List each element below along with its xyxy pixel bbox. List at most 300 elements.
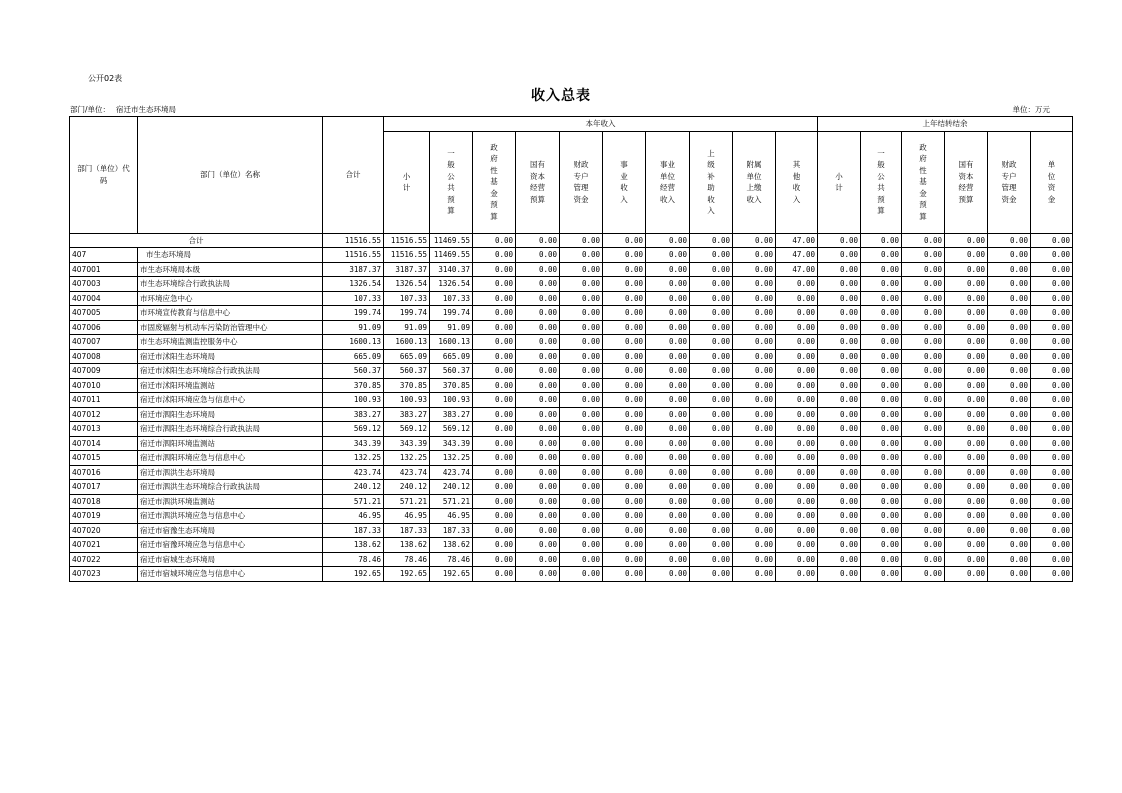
dept-code-cell: 407018 <box>70 494 138 509</box>
value-cell: 0.00 <box>988 335 1031 350</box>
dept-code-cell: 407020 <box>70 523 138 538</box>
value-cell: 0.00 <box>945 378 988 393</box>
dept-code-cell: 407015 <box>70 451 138 466</box>
value-cell: 0.00 <box>1031 422 1073 437</box>
value-cell: 0.00 <box>902 567 945 582</box>
value-cell: 569.12 <box>384 422 430 437</box>
value-cell: 0.00 <box>1031 349 1073 364</box>
value-cell: 0.00 <box>560 451 603 466</box>
value-cell: 0.00 <box>818 407 861 422</box>
table-row <box>70 465 1073 480</box>
value-cell: 0.00 <box>733 393 776 408</box>
value-cell: 0.00 <box>516 494 560 509</box>
value-cell: 370.85 <box>430 378 473 393</box>
value-cell: 0.00 <box>902 378 945 393</box>
value-cell: 0.00 <box>473 364 516 379</box>
dept-name-cell: 市固废辐射与机动车污染防治管理中心 <box>138 320 323 335</box>
value-cell: 571.21 <box>430 494 473 509</box>
value-cell: 0.00 <box>902 320 945 335</box>
dept-name-cell: 市生态环境综合行政执法局 <box>138 277 323 292</box>
value-cell: 0.00 <box>945 364 988 379</box>
header-label: 国有资本经营预算 <box>958 160 974 204</box>
value-cell: 132.25 <box>323 451 384 466</box>
value-cell: 0.00 <box>646 509 690 524</box>
value-cell: 0.00 <box>733 364 776 379</box>
dept-name-cell: 市生态环境监测监控服务中心 <box>138 335 323 350</box>
header-prior-col-3 <box>945 131 988 233</box>
header-cur-col-8 <box>733 131 776 233</box>
value-cell: 0.00 <box>945 393 988 408</box>
value-cell: 0.00 <box>818 306 861 321</box>
value-cell: 0.00 <box>690 509 733 524</box>
header-prior-col-2 <box>902 131 945 233</box>
value-cell: 0.00 <box>560 494 603 509</box>
value-cell: 46.95 <box>430 509 473 524</box>
value-cell: 0.00 <box>733 538 776 553</box>
value-cell: 0.00 <box>988 552 1031 567</box>
value-cell: 0.00 <box>516 335 560 350</box>
value-cell: 0.00 <box>818 436 861 451</box>
dept-code-cell: 407004 <box>70 291 138 306</box>
value-cell: 560.37 <box>384 364 430 379</box>
value-cell: 46.95 <box>323 509 384 524</box>
value-cell: 0.00 <box>776 378 818 393</box>
value-cell: 0.00 <box>516 349 560 364</box>
page-title: 收入总表 <box>531 88 591 104</box>
value-cell: 0.00 <box>603 480 646 495</box>
header-cur-col-1 <box>430 131 473 233</box>
header-current-year: 本年收入 <box>384 117 818 132</box>
header-label: 财政专户管理资金 <box>573 160 589 204</box>
value-cell: 0.00 <box>690 248 733 263</box>
value-cell: 0.00 <box>646 552 690 567</box>
value-cell: 0.00 <box>473 451 516 466</box>
value-cell: 0.00 <box>776 494 818 509</box>
value-cell: 11516.55 <box>323 248 384 263</box>
value-cell: 0.00 <box>473 494 516 509</box>
value-cell: 0.00 <box>1031 393 1073 408</box>
value-cell: 0.00 <box>733 523 776 538</box>
table-row <box>70 349 1073 364</box>
value-cell: 0.00 <box>516 552 560 567</box>
value-cell: 383.27 <box>323 407 384 422</box>
value-cell: 0.00 <box>560 552 603 567</box>
value-cell: 0.00 <box>603 349 646 364</box>
value-cell: 0.00 <box>988 509 1031 524</box>
value-cell: 0.00 <box>988 378 1031 393</box>
dept-name-cell: 宿迁市泗阳环境应急与信息中心 <box>138 451 323 466</box>
total-value-cell: 0.00 <box>690 233 733 248</box>
value-cell: 0.00 <box>473 538 516 553</box>
value-cell: 571.21 <box>384 494 430 509</box>
value-cell: 560.37 <box>430 364 473 379</box>
value-cell: 0.00 <box>1031 509 1073 524</box>
table-row <box>70 248 1073 263</box>
value-cell: 0.00 <box>733 349 776 364</box>
table-row <box>70 335 1073 350</box>
value-cell: 0.00 <box>945 509 988 524</box>
header-label: 财政专户管理资金 <box>1001 160 1017 204</box>
dept-name-cell: 宿迁市泗阳生态环境局 <box>138 407 323 422</box>
value-cell: 107.33 <box>430 291 473 306</box>
value-cell: 0.00 <box>603 364 646 379</box>
value-cell: 0.00 <box>733 407 776 422</box>
value-cell: 0.00 <box>733 262 776 277</box>
department-name: 宿迁市生态环境局 <box>116 105 177 114</box>
value-cell: 423.74 <box>430 465 473 480</box>
value-cell: 0.00 <box>776 277 818 292</box>
value-cell: 0.00 <box>473 480 516 495</box>
value-cell: 0.00 <box>1031 465 1073 480</box>
value-cell: 0.00 <box>818 364 861 379</box>
value-cell: 370.85 <box>323 378 384 393</box>
dept-name-cell: 市环境宣传教育与信息中心 <box>138 306 323 321</box>
value-cell: 240.12 <box>430 480 473 495</box>
value-cell: 0.00 <box>646 422 690 437</box>
value-cell: 0.00 <box>560 422 603 437</box>
value-cell: 0.00 <box>945 538 988 553</box>
value-cell: 0.00 <box>818 567 861 582</box>
value-cell: 0.00 <box>690 422 733 437</box>
value-cell: 0.00 <box>902 407 945 422</box>
dept-name-cell: 宿迁市宿城生态环境局 <box>138 552 323 567</box>
value-cell: 0.00 <box>516 523 560 538</box>
value-cell: 0.00 <box>560 335 603 350</box>
dept-code-cell: 407 <box>70 248 138 263</box>
value-cell: 0.00 <box>473 523 516 538</box>
value-cell: 0.00 <box>473 465 516 480</box>
value-cell: 1600.13 <box>323 335 384 350</box>
value-cell: 199.74 <box>323 306 384 321</box>
value-cell: 0.00 <box>988 538 1031 553</box>
value-cell: 0.00 <box>473 378 516 393</box>
value-cell: 0.00 <box>945 494 988 509</box>
value-cell: 0.00 <box>902 480 945 495</box>
value-cell: 0.00 <box>945 422 988 437</box>
value-cell: 0.00 <box>646 320 690 335</box>
value-cell: 187.33 <box>323 523 384 538</box>
dept-code-cell: 407008 <box>70 349 138 364</box>
value-cell: 0.00 <box>516 480 560 495</box>
dept-code-cell: 407013 <box>70 422 138 437</box>
value-cell: 0.00 <box>861 451 902 466</box>
value-cell: 47.00 <box>776 262 818 277</box>
value-cell: 0.00 <box>560 509 603 524</box>
value-cell: 0.00 <box>776 552 818 567</box>
dept-code-cell: 407010 <box>70 378 138 393</box>
value-cell: 0.00 <box>690 451 733 466</box>
value-cell: 0.00 <box>733 335 776 350</box>
value-cell: 78.46 <box>323 552 384 567</box>
value-cell: 0.00 <box>1031 523 1073 538</box>
header-total: 合计 <box>323 117 384 234</box>
value-cell: 0.00 <box>516 320 560 335</box>
table-row <box>70 494 1073 509</box>
table-row <box>70 364 1073 379</box>
value-cell: 0.00 <box>690 277 733 292</box>
value-cell: 0.00 <box>776 480 818 495</box>
value-cell: 0.00 <box>988 306 1031 321</box>
value-cell: 0.00 <box>861 291 902 306</box>
value-cell: 0.00 <box>603 291 646 306</box>
department-label: 部门/单位： <box>70 105 111 114</box>
value-cell: 0.00 <box>776 465 818 480</box>
value-cell: 0.00 <box>1031 291 1073 306</box>
value-cell: 0.00 <box>473 262 516 277</box>
value-cell: 192.65 <box>430 567 473 582</box>
value-cell: 665.09 <box>430 349 473 364</box>
value-cell: 560.37 <box>323 364 384 379</box>
value-cell: 0.00 <box>945 552 988 567</box>
value-cell: 0.00 <box>945 451 988 466</box>
table-row <box>70 407 1073 422</box>
value-cell: 0.00 <box>1031 335 1073 350</box>
value-cell: 0.00 <box>603 465 646 480</box>
header-cur-col-3 <box>516 131 560 233</box>
header-label: 政府性基金预算 <box>490 142 498 221</box>
value-cell: 11516.55 <box>384 248 430 263</box>
dept-code-cell: 407011 <box>70 393 138 408</box>
value-cell: 0.00 <box>473 436 516 451</box>
value-cell: 0.00 <box>902 306 945 321</box>
value-cell: 91.09 <box>384 320 430 335</box>
value-cell: 0.00 <box>516 436 560 451</box>
value-cell: 0.00 <box>733 248 776 263</box>
value-cell: 0.00 <box>603 422 646 437</box>
value-cell: 0.00 <box>945 349 988 364</box>
header-cur-col-9 <box>776 131 818 233</box>
value-cell: 0.00 <box>988 364 1031 379</box>
value-cell: 0.00 <box>988 393 1031 408</box>
value-cell: 0.00 <box>516 407 560 422</box>
dept-code-cell: 407006 <box>70 320 138 335</box>
value-cell: 0.00 <box>733 422 776 437</box>
dept-name-cell: 宿迁市沭阳生态环境局 <box>138 349 323 364</box>
value-cell: 0.00 <box>1031 494 1073 509</box>
header-cur-col-5 <box>603 131 646 233</box>
value-cell: 132.25 <box>384 451 430 466</box>
value-cell: 0.00 <box>988 422 1031 437</box>
total-row-label: 合计 <box>70 233 323 248</box>
value-cell: 0.00 <box>516 538 560 553</box>
table-row <box>70 509 1073 524</box>
value-cell: 0.00 <box>560 364 603 379</box>
value-cell: 0.00 <box>818 451 861 466</box>
total-value-cell: 0.00 <box>945 233 988 248</box>
header-label: 上级补助收入 <box>707 148 715 215</box>
value-cell: 46.95 <box>384 509 430 524</box>
value-cell: 0.00 <box>473 393 516 408</box>
value-cell: 0.00 <box>902 262 945 277</box>
header-label: 政府性基金预算 <box>919 142 927 221</box>
value-cell: 0.00 <box>818 349 861 364</box>
value-cell: 0.00 <box>988 407 1031 422</box>
value-cell: 0.00 <box>861 538 902 553</box>
value-cell: 0.00 <box>560 277 603 292</box>
value-cell: 0.00 <box>988 567 1031 582</box>
value-cell: 0.00 <box>690 306 733 321</box>
value-cell: 343.39 <box>384 436 430 451</box>
value-cell: 0.00 <box>690 552 733 567</box>
value-cell: 0.00 <box>988 494 1031 509</box>
value-cell: 0.00 <box>690 378 733 393</box>
value-cell: 0.00 <box>776 451 818 466</box>
dept-code-cell: 407023 <box>70 567 138 582</box>
value-cell: 0.00 <box>516 291 560 306</box>
value-cell: 0.00 <box>603 248 646 263</box>
value-cell: 0.00 <box>646 480 690 495</box>
value-cell: 0.00 <box>861 523 902 538</box>
value-cell: 0.00 <box>902 248 945 263</box>
value-cell: 0.00 <box>1031 480 1073 495</box>
value-cell: 0.00 <box>646 451 690 466</box>
value-cell: 0.00 <box>603 393 646 408</box>
value-cell: 0.00 <box>560 291 603 306</box>
header-label: 其他收入 <box>792 160 801 204</box>
value-cell: 0.00 <box>988 436 1031 451</box>
header-code: 部门（单位）代码 <box>70 117 138 234</box>
value-cell: 0.00 <box>945 277 988 292</box>
value-cell: 138.62 <box>384 538 430 553</box>
value-cell: 569.12 <box>323 422 384 437</box>
header-prior-col-0 <box>818 131 861 233</box>
header-prior-col-1 <box>861 131 902 233</box>
value-cell: 0.00 <box>861 277 902 292</box>
value-cell: 0.00 <box>646 407 690 422</box>
value-cell: 0.00 <box>818 480 861 495</box>
total-value-cell: 0.00 <box>818 233 861 248</box>
value-cell: 0.00 <box>733 436 776 451</box>
value-cell: 0.00 <box>861 364 902 379</box>
total-row <box>70 233 1073 248</box>
value-cell: 0.00 <box>690 291 733 306</box>
total-value-cell: 11516.55 <box>323 233 384 248</box>
header-label: 小计 <box>402 171 411 192</box>
dept-code-cell: 407016 <box>70 465 138 480</box>
value-cell: 0.00 <box>473 335 516 350</box>
value-cell: 0.00 <box>560 567 603 582</box>
total-value-cell: 47.00 <box>776 233 818 248</box>
value-cell: 0.00 <box>560 480 603 495</box>
value-cell: 0.00 <box>776 422 818 437</box>
value-cell: 0.00 <box>733 378 776 393</box>
dept-code-cell: 407021 <box>70 538 138 553</box>
value-cell: 0.00 <box>1031 436 1073 451</box>
dept-name-cell: 宿迁市宿豫环境应急与信息中心 <box>138 538 323 553</box>
value-cell: 0.00 <box>861 306 902 321</box>
value-cell: 0.00 <box>902 422 945 437</box>
value-cell: 3187.37 <box>323 262 384 277</box>
dept-code-cell: 407005 <box>70 306 138 321</box>
table-row <box>70 480 1073 495</box>
value-cell: 0.00 <box>945 407 988 422</box>
value-cell: 0.00 <box>560 320 603 335</box>
value-cell: 0.00 <box>560 378 603 393</box>
value-cell: 0.00 <box>516 364 560 379</box>
value-cell: 0.00 <box>646 291 690 306</box>
value-cell: 0.00 <box>690 523 733 538</box>
value-cell: 0.00 <box>1031 407 1073 422</box>
value-cell: 11469.55 <box>430 248 473 263</box>
value-cell: 0.00 <box>473 306 516 321</box>
value-cell: 0.00 <box>1031 306 1073 321</box>
value-cell: 0.00 <box>733 465 776 480</box>
value-cell: 0.00 <box>560 538 603 553</box>
value-cell: 0.00 <box>690 465 733 480</box>
value-cell: 0.00 <box>988 262 1031 277</box>
value-cell: 0.00 <box>902 509 945 524</box>
value-cell: 0.00 <box>818 494 861 509</box>
value-cell: 0.00 <box>945 306 988 321</box>
value-cell: 0.00 <box>818 538 861 553</box>
total-value-cell: 11516.55 <box>384 233 430 248</box>
value-cell: 0.00 <box>646 277 690 292</box>
value-cell: 132.25 <box>430 451 473 466</box>
header-label: 小计 <box>835 171 843 192</box>
value-cell: 0.00 <box>690 364 733 379</box>
value-cell: 0.00 <box>690 567 733 582</box>
value-cell: 0.00 <box>646 494 690 509</box>
value-cell: 0.00 <box>818 465 861 480</box>
value-cell: 0.00 <box>776 407 818 422</box>
value-cell: 138.62 <box>323 538 384 553</box>
dept-name-cell: 宿迁市泗洪环境应急与信息中心 <box>138 509 323 524</box>
value-cell: 0.00 <box>473 422 516 437</box>
value-cell: 3187.37 <box>384 262 430 277</box>
value-cell: 107.33 <box>323 291 384 306</box>
header-label: 国有资本经营预算 <box>530 160 545 204</box>
value-cell: 0.00 <box>733 291 776 306</box>
total-value-cell: 0.00 <box>733 233 776 248</box>
value-cell: 0.00 <box>473 407 516 422</box>
value-cell: 0.00 <box>473 509 516 524</box>
table-row <box>70 436 1073 451</box>
dept-name-cell: 宿迁市沭阳环境监测站 <box>138 378 323 393</box>
value-cell: 78.46 <box>430 552 473 567</box>
value-cell: 383.27 <box>430 407 473 422</box>
table-row <box>70 320 1073 335</box>
value-cell: 665.09 <box>323 349 384 364</box>
value-cell: 0.00 <box>902 538 945 553</box>
value-cell: 0.00 <box>560 407 603 422</box>
value-cell: 0.00 <box>861 567 902 582</box>
department-line <box>70 104 176 115</box>
value-cell: 0.00 <box>516 248 560 263</box>
value-cell: 0.00 <box>733 567 776 582</box>
value-cell: 423.74 <box>323 465 384 480</box>
dept-name-cell: 宿迁市泗洪环境监测站 <box>138 494 323 509</box>
value-cell: 0.00 <box>603 335 646 350</box>
dept-name-cell: 宿迁市泗洪生态环境综合行政执法局 <box>138 480 323 495</box>
value-cell: 0.00 <box>818 320 861 335</box>
value-cell: 0.00 <box>902 436 945 451</box>
value-cell: 0.00 <box>776 364 818 379</box>
value-cell: 0.00 <box>988 480 1031 495</box>
value-cell: 0.00 <box>516 277 560 292</box>
value-cell: 0.00 <box>902 523 945 538</box>
value-cell: 0.00 <box>603 320 646 335</box>
value-cell: 0.00 <box>603 407 646 422</box>
value-cell: 0.00 <box>516 451 560 466</box>
dept-code-cell: 407019 <box>70 509 138 524</box>
header-label: 一般公共预算 <box>877 148 885 215</box>
value-cell: 0.00 <box>603 494 646 509</box>
value-cell: 0.00 <box>1031 451 1073 466</box>
header-label: 附属单位上缴收入 <box>746 160 762 204</box>
value-cell: 0.00 <box>945 248 988 263</box>
dept-code-cell: 407007 <box>70 335 138 350</box>
value-cell: 0.00 <box>776 538 818 553</box>
